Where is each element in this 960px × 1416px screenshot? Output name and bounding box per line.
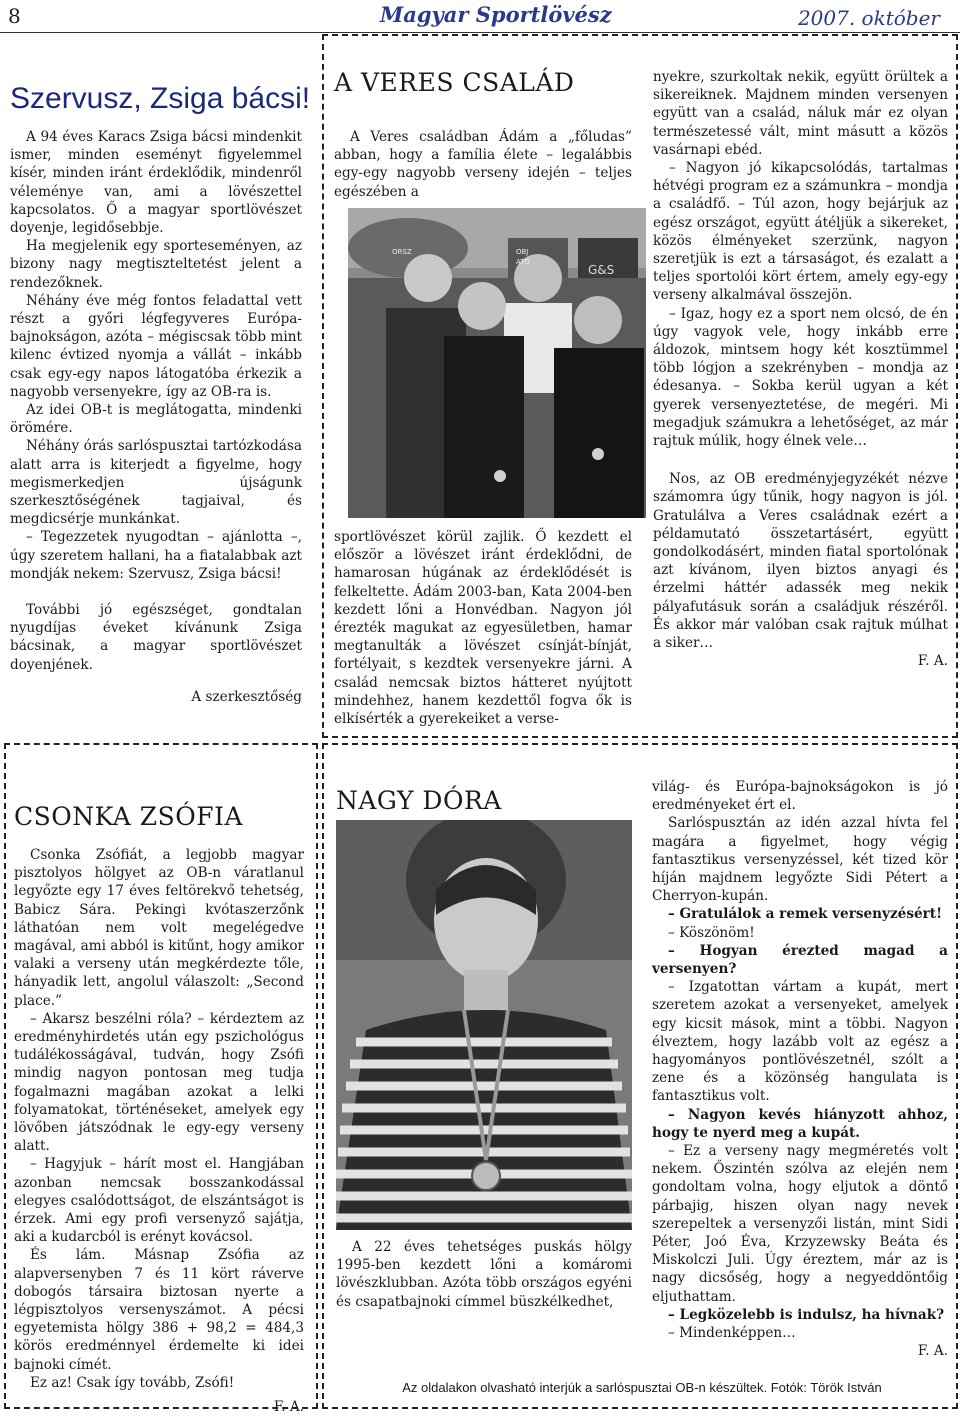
- photo-credit-note: Az oldalakon olvasható interjúk a sarlóspusztai OB-n készültek. Fotók: Török István: [402, 1380, 882, 1395]
- paragraph: – Hagyjuk – hárít most el. Hangjában azonban nemcsak bosszankodással elegyes csalódottságot, de elszántságot is érzek. Ami egy profi versenyző sajátja, aki a kudarcból is erényt kovácsol.: [14, 1156, 304, 1246]
- veres-col-b: [653, 68, 948, 671]
- paragraph: – Ez a verseny nagy megméretés volt nekem. Őszintén szólva az elején nem gondoltam volna, hogy eljutok a döntő párbajig, hiszen olyan nagy nevek szerepeltek a versenyzői listán, mint Sidi Péter, Joó Éva, Krzyzewsky Beáta és Miskolczi Juli. Úgy éreztem, már az is nagy dicsőség, hogy a negyeddöntőig eljuthattam.: [652, 1143, 948, 1305]
- portrait-image: [336, 820, 632, 1230]
- paragraph: Néhány órás sarlóspusztai tartózkodása alatt arra is kiterjedt a figyelme, hogy megismerkedjen újságunk szerkesztőségének tagjaival, és megdicsérje munkánkat.: [10, 438, 302, 528]
- signature: F. A.: [917, 653, 948, 670]
- paragraph: nyekre, szurkoltak nekik, együtt örültek a sikereiknek. Majdnem minden versenyen együtt van a család, náluk már ez olyan természetessé vált, mint másutt a közös vasárnapi ebéd.: [653, 69, 948, 158]
- interview-question: – Legközelebb is indulsz, ha hívnak?: [668, 1306, 945, 1323]
- paragraph: További jó egészséget, gondtalan nyugdíjas éveket kívánunk Zsiga bácsinak, a magyar sportlövészet doyenjének.: [10, 602, 302, 673]
- veres-lead: [334, 128, 632, 201]
- nagy-portrait-photo: [336, 820, 632, 1230]
- nagy-caption: [336, 1238, 632, 1311]
- veres-col-a: [334, 528, 632, 728]
- paragraph: Nos, az OB eredményjegyzékét nézve számomra úgy tűnik, hogy nagyon is jól. Gratulálva a Veres családnak ezért a példamutató összetartásért, együtt gondolkodásért, minden fiatal sportolónak azt kívánom, ilyen biztos anyagi és érzelmi háttér adassék meg nekik pályafutásuk során a családjuk részéről. És akkor már valóban csak rajtuk múlhat a siker…: [653, 471, 948, 652]
- interview-question: – Nagyon kevés hiányzott ahhoz, hogy te nyerd meg a kupát.: [652, 1106, 948, 1141]
- signature: F. A.: [917, 1343, 948, 1360]
- paragraph: Ha megjelenik egy sporteseményen, az bizony nagy megtiszteltetést jelent a rendezőknek.: [10, 238, 302, 291]
- page-number: 8: [8, 4, 21, 28]
- zsiga-body: [10, 128, 302, 706]
- paragraph: világ- és Európa-bajnokságokon is jó eredményeket ért el.: [652, 779, 948, 814]
- interview-question: – Gratulálok a remek versenyzésért!: [668, 906, 943, 923]
- paragraph: – Mindenképpen…: [668, 1325, 796, 1342]
- zsiga-title: Szervusz, Zsiga bácsi!: [10, 82, 311, 115]
- paragraph: – Igaz, hogy ez a sport nem olcsó, de én úgy vagyok vele, hogy inkább erre áldozok, mintsem hogy két kosztümmel több lógjon a szekrényben – mondja az édesanya. – Sokba kerül ugyan a két gyerek versenyeztetése, de megéri. Mi megadjuk számukra a lehetőséget, az már rajtuk múlik, hogy élnek vele…: [653, 305, 948, 450]
- magazine-title: Magyar Sportlövész: [380, 2, 612, 27]
- paragraph: Az idei OB-t is meglátogatta, mindenki örömére.: [10, 402, 302, 437]
- banner-text: OBJ: [516, 248, 529, 256]
- paragraph: – Nagyon jó kikapcsolódás, tartalmas hétvégi program ez a számunkra – mondja a családfő. – Túl azon, hogy bejárjuk az egész országot, együtt átéljük a sikereket, közös élményeket szerzünk, nagyon szeretjük is ezt a társaságot, és ezalatt a teljes sportolói kört értem, amely egy-egy verseny alkalmával összejön.: [653, 160, 948, 304]
- zsiga-article: [10, 82, 311, 706]
- header-rule: [0, 32, 960, 33]
- banner-text: G&S: [588, 263, 615, 277]
- paragraph: A 22 éves tehetséges puskás hölgy 1995-ben kezdett lőni a komáromi lövészklubban. Azóta több országos egyéni és csapatbajnoki címmel büszkélkedhet,: [336, 1239, 632, 1310]
- paragraph: Ez az! Csak így tovább, Zsófi!: [30, 1374, 235, 1391]
- paragraph: A 94 éves Karacs Zsiga bácsi mindenkit ismer, minden eseményt figyelemmel kísér, minden iránt érdeklődik, mindenről véleménye van, ami a lövészettel kapcsolatos. Ő a magyar sportlövészet doyenje, legidősebbje.: [10, 129, 302, 237]
- csonka-title: CSONKA ZSÓFIA: [14, 802, 244, 831]
- paragraph: – Izgatottan vártam a kupát, mert szeretem azokat a versenyeket, amelyek egy kicsit mások, mint a többi. Nagyon élveztem, hogy lazább volt az egész a hagyományos pontlövészetnél, szólt a zene és a közönség hangulata is fantasztikus volt.: [652, 979, 948, 1105]
- nagy-interview: [652, 778, 948, 1361]
- veres-family-photo: [348, 208, 646, 518]
- paragraph: Néhány éve még fontos feladattal vett részt a győri légfegyveres Európa-bajnokságon, azóta – mégiscsak több mint kilenc évtized nyomja a vállát – inkább csak egy-egy napos látogatóba érkezik a nagyobb versenyekre, így az OB-ra is.: [10, 292, 302, 400]
- paragraph: És lám. Másnap Zsófia az alapversenyben 7 és 11 kört ráverve dobogós társaira biztosan nyerte a légpisztolyos versenyszámot. A pécsi egyetemista hölgy 386 + 98,2 = 484,3 körös eredménnyel érdemelte ki idei bajnoki címét.: [14, 1247, 304, 1373]
- issue-date: 2007. október: [797, 6, 940, 30]
- interview-question: – Hogyan érezted magad a versenyen?: [652, 942, 948, 978]
- signature: A szerkesztőség: [191, 688, 302, 705]
- paragraph: Sarlóspusztán az idén azzal hívta fel magára a figyelmet, hogy végig fantasztikus versenyzéssel, két tized kör híján majdnem legyőzte Sidi Pétert a Cherryon-kupán.: [652, 815, 948, 905]
- paragraph: – Akarsz beszélni róla? – kérdeztem az eredményhirdetés után egy pszichológus tudálékosságával, tudván, hogy Zsófi mindig nagyon pontosan meg tudja fogalmazni magában azokat a lelki folyamatokat, történéseket, amelyek egy lövőben játszódnak le egy-egy verseny alatt.: [14, 1010, 304, 1155]
- veres-title: A VERES CSALÁD: [334, 68, 575, 97]
- nagy-title: NAGY DÓRA: [336, 786, 502, 815]
- banner-text: ORSZ: [392, 248, 412, 256]
- csonka-body: [14, 846, 304, 1416]
- family-photo-image: [348, 208, 646, 518]
- paragraph: Csonka Zsófiát, a legjobb magyar pisztolyos hölgyet az OB-n váratlanul legyőzte egy 17 éves feltörekvő tehetség, Babicz Sára. Pekingi kvótaszerzőnk láthatóan nem volt megelégedve magával, ami abból is kitűnt, hogy amikor valaki a verseny után megkérdezte tőle, hányadik lett, angolul válaszolt: „Second place.”: [14, 847, 304, 1009]
- paragraph: – Tegezzetek nyugodtan – ajánlotta –, úgy szeretem hallani, ha a fiatalabbak azt mondják nekem: Szervusz, Zsiga bácsi!: [10, 529, 302, 582]
- paragraph: sportlövészet körül zajlik. Ő kezdett el először a lövészet iránt érdeklődni, de hamarosan húgának az érdeklődését is felkeltette. Ádám 2003-ban, Kata 2004-ben kezdett lőni a Honvédban. Nagyon jól érezték magukat az egyesületben, hamar megtanulták a lövészet csínját-bínját, fortélyait, s kezdtek versenyekre járni. A család nemcsak biztos hátteret nyújtott mindehhez, hanem kezdettől fogva ők is elkísérték a gyerekeiket a verse-: [334, 529, 632, 728]
- banner-text: ATÓ: [516, 258, 531, 266]
- signature: F. A.: [273, 1399, 304, 1416]
- paragraph: – Köszönöm!: [668, 924, 755, 941]
- paragraph: A Veres családban Ádám a „főludas” abban, hogy a família élete – legalábbis egy-egy nagyobb verseny idején – teljes egészében a: [334, 129, 632, 200]
